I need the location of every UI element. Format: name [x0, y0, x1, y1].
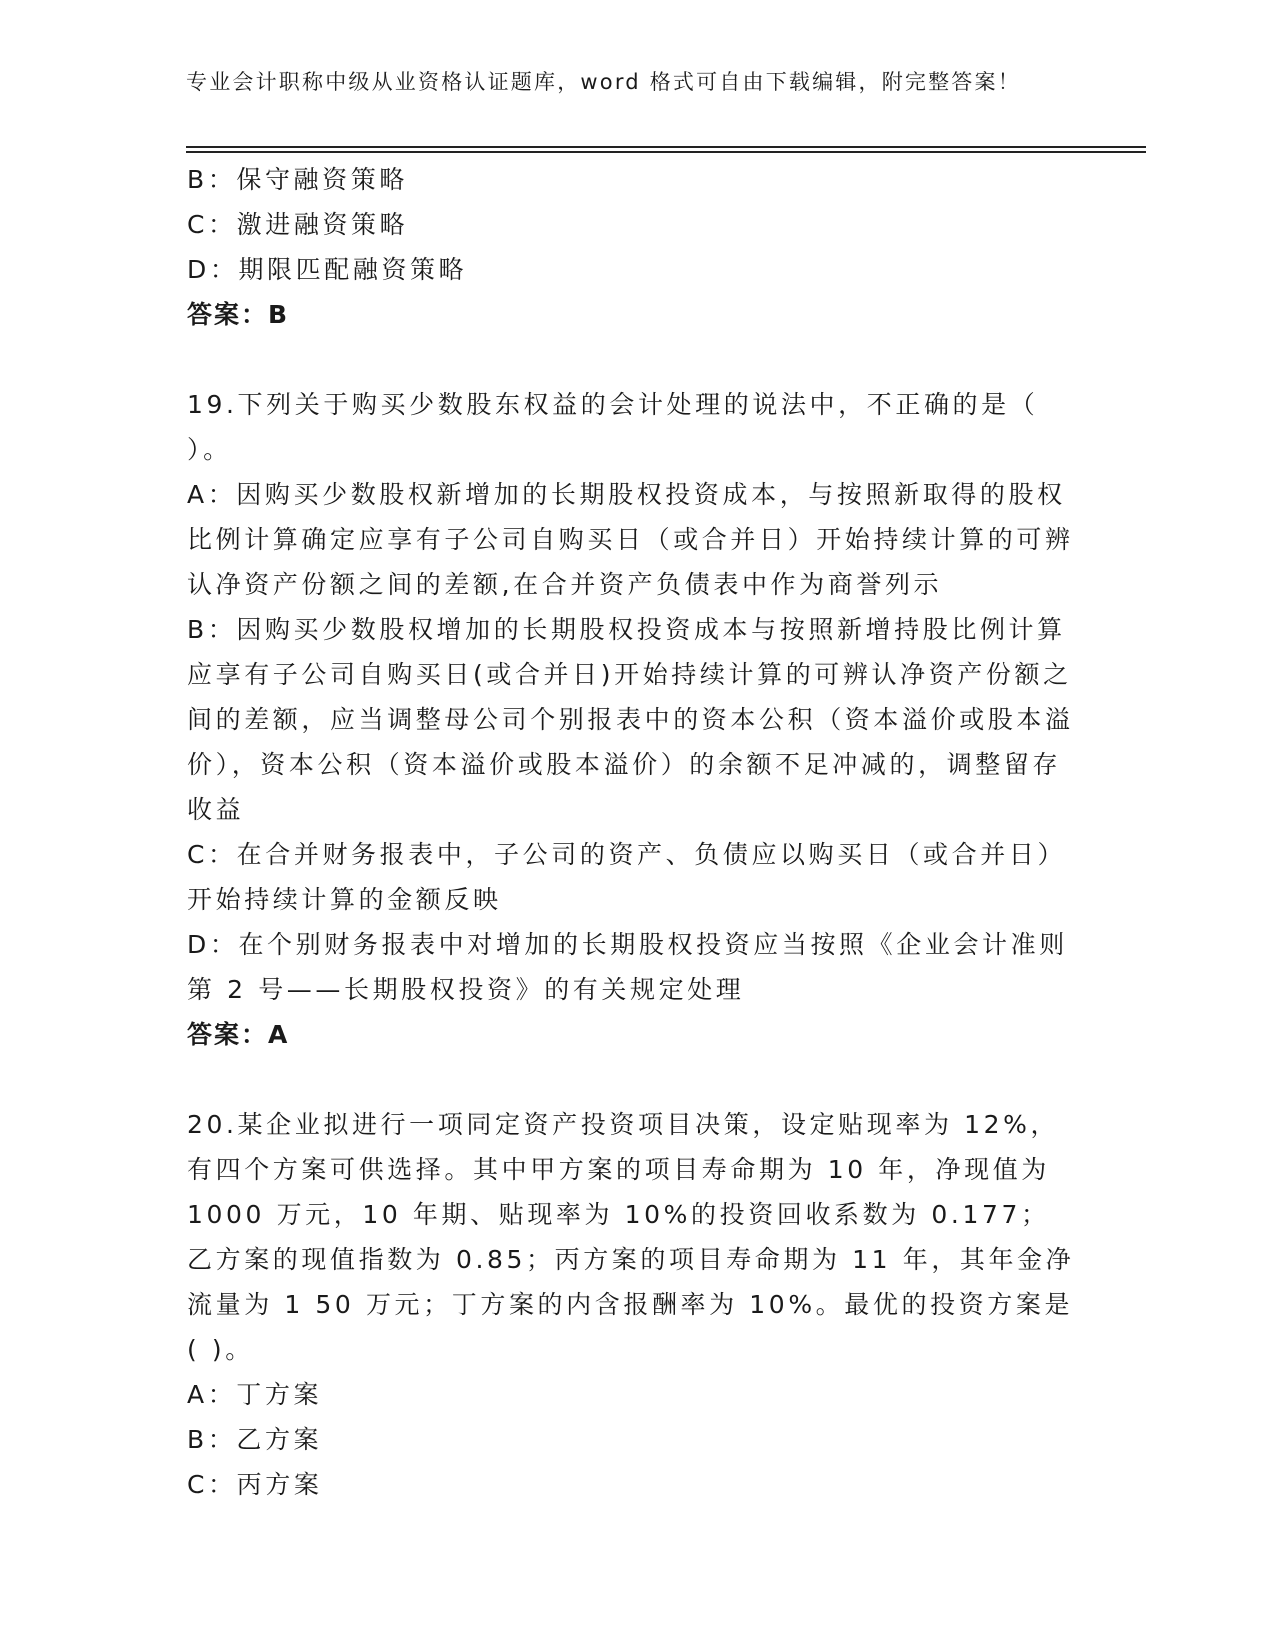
- q20-option-b: B：乙方案: [187, 1425, 323, 1454]
- q20-option-a: A：丁方案: [187, 1380, 323, 1409]
- document-body: [187, 157, 1077, 1507]
- header-rule-bottom: [186, 151, 1146, 153]
- header-rule-top: [186, 146, 1146, 148]
- q19-answer: 答案：A: [187, 1020, 290, 1049]
- page-header: 专业会计职称中级从业资格认证题库，word 格式可自由下载编辑，附完整答案！: [186, 70, 1021, 94]
- question-spacer: [187, 337, 1077, 382]
- q18-option-b: B：保守融资策略: [187, 165, 408, 194]
- q19-option-d: D：在个别财务报表中对增加的长期股权投资应当按照《企业会计准则第 2 号——长期股权投资》的有关规定处理: [187, 930, 1068, 1004]
- q19-option-b: B：因购买少数股权增加的长期股权投资成本与按照新增持股比例计算应享有子公司自购买日(或合并日)开始持续计算的可辨认净资产份额之间的差额，应当调整母公司个别报表中的资本公积（资本溢价或股本溢价），资本公积（资本溢价或股本溢价）的余额不足冲减的，调整留存收益: [187, 615, 1074, 824]
- q19-option-c: C：在合并财务报表中，子公司的资产、负债应以购买日（或合并日）开始持续计算的金额反映: [187, 840, 1067, 914]
- q18-answer: 答案：B: [187, 300, 290, 329]
- q19-stem: 19.下列关于购买少数股东权益的会计处理的说法中，不正确的是（ ）。: [187, 390, 1039, 464]
- q18-option-c: C：激进融资策略: [187, 210, 409, 239]
- q20-stem: 20.某企业拟进行一项同定资产投资项目决策，设定贴现率为 12%，有四个方案可供选择。其中甲方案的项目寿命期为 10 年，净现值为 1000 万元，10 年期、贴现率为 10%的投资回收系数为 0.177；乙方案的现值指数为 0.85；丙方案的项目寿命期为 11 年，其年金净流量为 1 50 万元；丁方案的内含报酬率为 10%。最优的投资方案是( )。: [187, 1110, 1075, 1364]
- question-spacer: [187, 1057, 1077, 1102]
- q20-option-c: C：丙方案: [187, 1470, 323, 1499]
- q18-option-d: D：期限匹配融资策略: [187, 255, 468, 284]
- q19-option-a: A：因购买少数股权新增加的长期股权投资成本，与按照新取得的股权比例计算确定应享有子公司自购买日（或合并日）开始持续计算的可辨认净资产份额之间的差额,在合并资产负债表中作为商誉列示: [187, 480, 1074, 599]
